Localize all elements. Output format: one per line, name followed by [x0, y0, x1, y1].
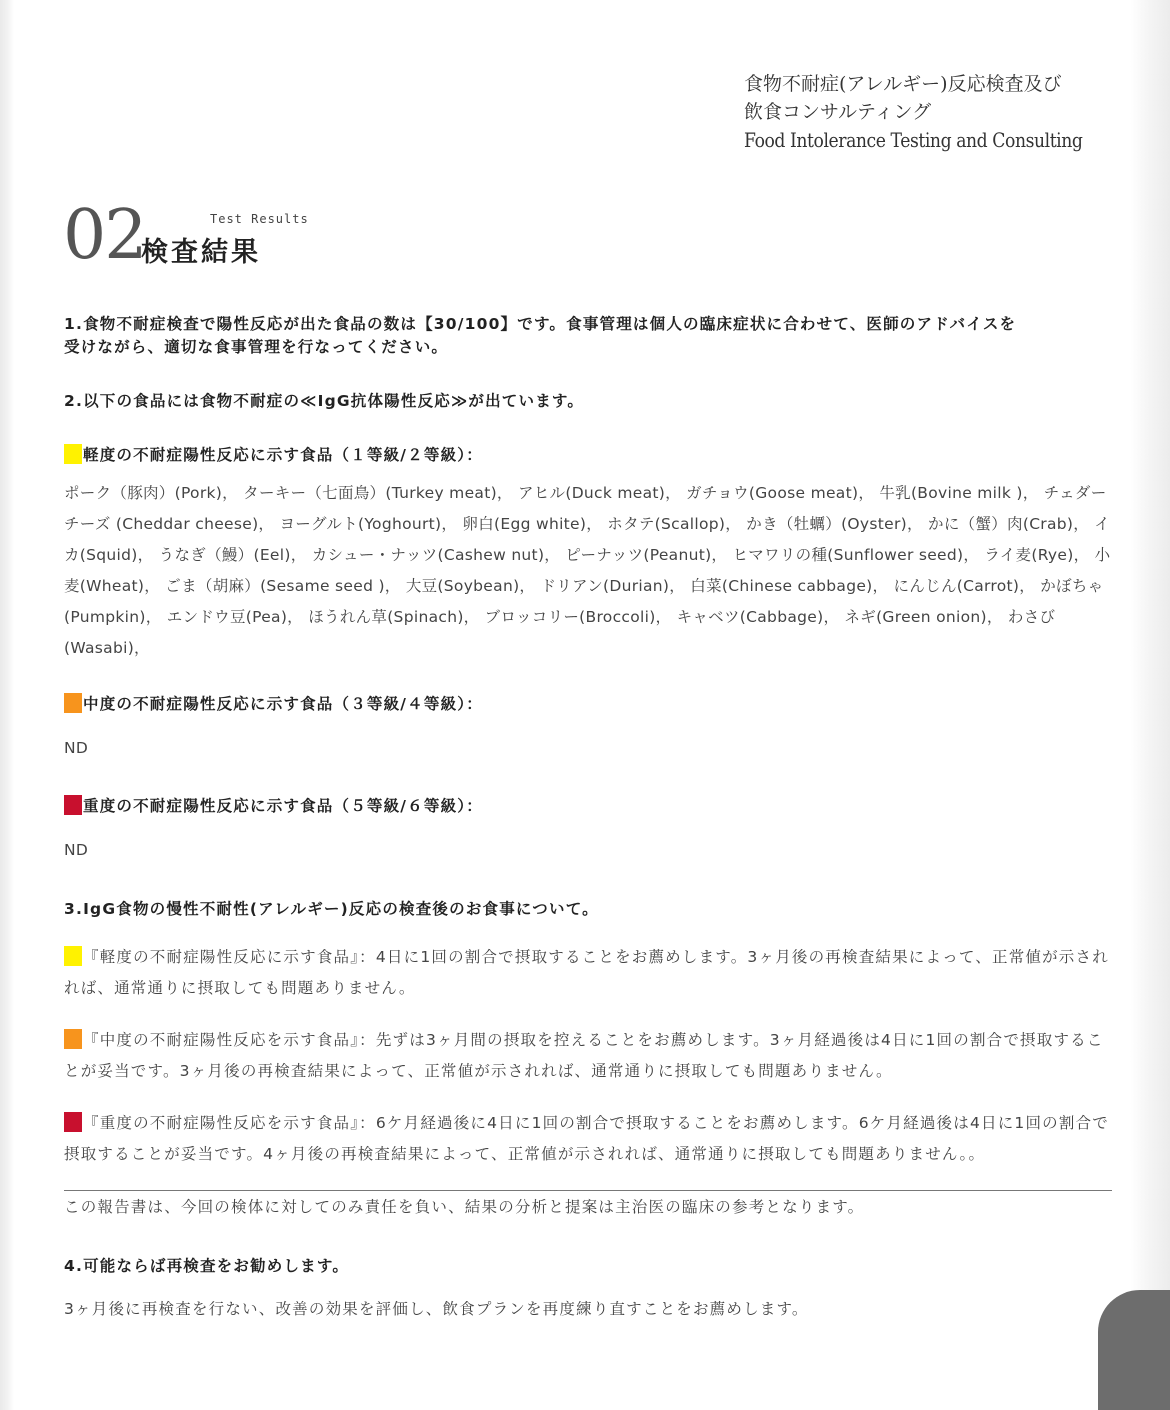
item-1-line-1: 1.食物不耐症検査で陽性反応が出た食品の数は【30/100】です。食事管理は個人の臨床症状に合わせて、医師のアドバイスを	[64, 315, 1017, 333]
mild-color-swatch	[64, 946, 82, 966]
item-3-severe-text: 『重度の不耐症陽性反応を示す食品』：6ケ月経過後に4日に1回の割合で摂取することをお薦めします。6ケ月経過後は4日に1回の割合で摂取することが妥当です。4ヶ月後の再検査結果によって、正常値が示されれば、通常通りに摂取しても問題ありません。。	[64, 1114, 1109, 1163]
severe-color-swatch	[64, 795, 82, 815]
item-3-title: 3.IgG食物の慢性不耐性(アレルギー)反応の検査後のお食事について。	[64, 900, 599, 918]
severe-heading	[64, 795, 1114, 818]
mild-heading-text: 軽度の不耐症陽性反応に示す食品（１等級/２等級）：	[83, 446, 483, 464]
item-4-text: 3ヶ月後に再検査を行ない、改善の効果を評価し、飲食プランを再度練り直すことをお薦めします。	[64, 1300, 809, 1318]
item-4-title: 4.可能ならば再検査をお勧めします。	[64, 1257, 350, 1275]
severe-value: ND	[64, 841, 89, 859]
section-number: 02	[63, 196, 146, 275]
item-1-line-2: 受けながら、適切な食事管理を行なってください。	[64, 338, 449, 356]
item-1	[64, 313, 1114, 359]
header-line-1: 食物不耐症(アレルギー)反応検査及び	[744, 73, 1062, 95]
item-3-severe	[64, 1108, 1114, 1170]
moderate-color-swatch	[64, 693, 82, 713]
severe-heading-text: 重度の不耐症陽性反応に示す食品（５等級/６等級）：	[83, 797, 483, 815]
severe-color-swatch	[64, 1112, 82, 1132]
header-line-2: 飲食コンサルティング	[744, 101, 932, 123]
header-line-3: Food Intolerance Testing and Consulting	[744, 128, 1083, 152]
item-3-mild	[64, 942, 1114, 1004]
disclaimer: この報告書は、今回の検体に対してのみ責任を負い、結果の分析と提案は主治医の臨床の参考となります。	[64, 1198, 865, 1216]
mild-food-list: ポーク（豚肉）(Pork)， ターキー（七面鳥）(Turkey meat)， アヒル(Duck meat)， ガチョウ(Goose meat)， 牛乳(Bovine milk )， チェダーチーズ (Cheddar cheese)， ヨーグルト(Yoghourt)， 卵白(Egg white)， ホタテ(Scallop)， かき（牡蠣）(Oyster)， かに（蟹）肉(Crab)， イカ(Squid)， うなぎ（鰻）(Eel)， カシュー・ナッツ(Cashew nut)， ピーナッツ(Peanut)， ヒマワリの種(Sunflower seed)， ライ麦(Rye)， 小麦(Wheat)， ごま（胡麻）(Sesame seed )， 大豆(Soybean)， ドリアン(Durian)， 白菜(Chinese cabbage)， にんじん(Carrot)， かぼちゃ(Pumpkin)， エンドウ豆(Pea)， ほうれん草(Spinach)， ブロッコリー(Broccoli)， キャベツ(Cabbage)， ネギ(Green onion)， わさび(Wasabi)，	[64, 484, 1111, 657]
section-title-en: Test Results	[210, 212, 309, 226]
mild-color-swatch	[64, 444, 82, 464]
report-header	[744, 70, 1138, 154]
item-3-mild-text: 『軽度の不耐症陽性反応に示す食品』：4日に1回の割合で摂取することをお薦めします。3ヶ月後の再検査結果によって、正常値が示されれば、通常通りに摂取しても問題ありません。	[64, 948, 1109, 997]
moderate-value: ND	[64, 739, 89, 757]
moderate-color-swatch	[64, 1029, 82, 1049]
divider	[64, 1190, 1112, 1191]
mild-heading	[64, 444, 1114, 467]
page-corner-tab	[1098, 1290, 1170, 1410]
moderate-heading-text: 中度の不耐症陽性反応に示す食品（３等級/４等級）：	[83, 695, 483, 713]
item-3-moderate-text: 『中度の不耐症陽性反応を示す食品』：先ずは3ヶ月間の摂取を控えることをお薦めします。3ヶ月経過後は4日に1回の割合で摂取することが妥当です。3ヶ月後の再検査結果によって、正常値が示されれば、通常通りに摂取しても問題ありません。	[64, 1031, 1104, 1080]
item-3-moderate	[64, 1025, 1114, 1087]
item-2-title: 2.以下の食品には食物不耐症の≪IgG抗体陽性反応≫が出ています。	[64, 392, 585, 410]
moderate-heading	[64, 693, 1114, 716]
section-title: 検査結果	[141, 237, 261, 268]
